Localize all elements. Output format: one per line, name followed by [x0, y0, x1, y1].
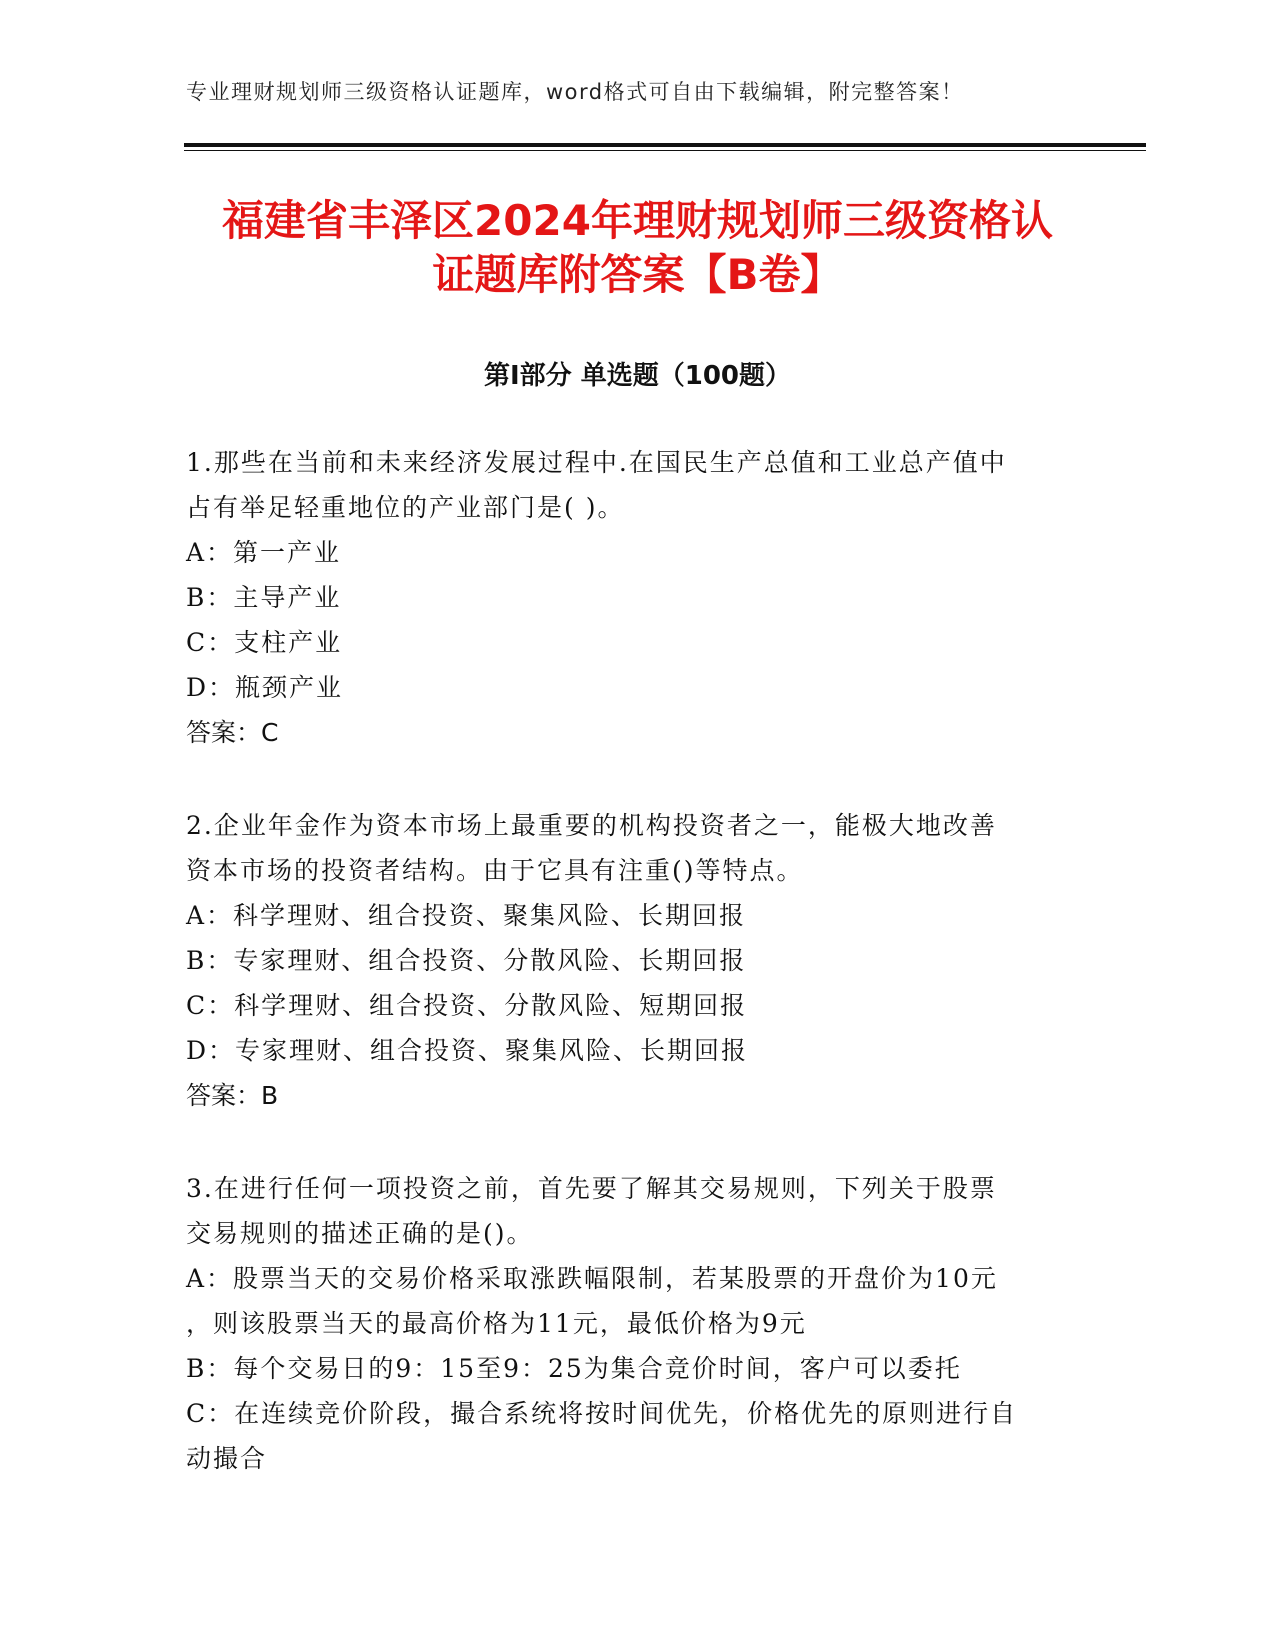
question-2-stem-line-2: 资本市场的投资者结构。由于它具有注重()等特点。: [186, 856, 804, 885]
header-note: 专业理财规划师三级资格认证题库，word格式可自由下载编辑，附完整答案！: [186, 80, 964, 104]
question-1-option-b: B：主导产业: [186, 583, 342, 612]
question-list: [186, 440, 1086, 1481]
question-1: [186, 440, 1086, 755]
question-2-option-b: B：专家理财、组合投资、分散风险、长期回报: [186, 946, 747, 975]
question-1-stem-line-1: 1.那些在当前和未来经济发展过程中.在国民生产总值和工业总产值中: [186, 448, 1007, 477]
question-3: [186, 1166, 1086, 1481]
document-title-line-2: 证题库附答案【B卷】: [432, 250, 843, 299]
question-3-stem-line-1: 3.在进行任何一项投资之前，首先要了解其交易规则，下列关于股票: [186, 1174, 997, 1203]
question-3-stem-line-2: 交易规则的描述正确的是()。: [186, 1219, 534, 1248]
question-2-option-d: D：专家理财、组合投资、聚集风险、长期回报: [186, 1036, 749, 1065]
question-1-option-c: C：支柱产业: [186, 628, 343, 657]
header-rule-thin: [184, 150, 1146, 151]
header-rule-thick: [184, 143, 1146, 147]
question-3-option-b: B：每个交易日的9：15至9：25为集合竞价时间，客户可以委托: [186, 1354, 962, 1383]
question-3-option-a-line-2: ，则该股票当天的最高价格为11元，最低价格为9元: [186, 1309, 807, 1338]
question-1-stem-line-2: 占有举足轻重地位的产业部门是( )。: [186, 493, 625, 522]
question-2: [186, 803, 1086, 1118]
spacer: [186, 1118, 1086, 1166]
question-3-option-c-line-1: C：在连续竞价阶段，撮合系统将按时间优先，价格优先的原则进行自: [186, 1399, 1018, 1428]
question-1-option-a: A：第一产业: [186, 538, 342, 567]
question-2-stem-line-1: 2.企业年金作为资本市场上最重要的机构投资者之一，能极大地改善: [186, 811, 997, 840]
question-1-answer: 答案：C: [186, 718, 279, 747]
spacer: [186, 755, 1086, 803]
question-2-option-c: C：科学理财、组合投资、分散风险、短期回报: [186, 991, 748, 1020]
question-2-answer: 答案：B: [186, 1081, 279, 1110]
question-3-option-c-line-2: 动撮合: [186, 1444, 268, 1473]
question-3-option-a-line-1: A：股票当天的交易价格采取涨跌幅限制，若某股票的开盘价为10元: [186, 1264, 998, 1293]
question-1-option-d: D：瓶颈产业: [186, 673, 344, 702]
document-title: [150, 194, 1125, 302]
section-title: 第Ⅰ部分 单选题（100题）: [484, 361, 791, 391]
question-2-option-a: A：科学理财、组合投资、聚集风险、长期回报: [186, 901, 747, 930]
document-title-line-1: 福建省丰泽区2024年理财规划师三级资格认: [222, 196, 1053, 245]
